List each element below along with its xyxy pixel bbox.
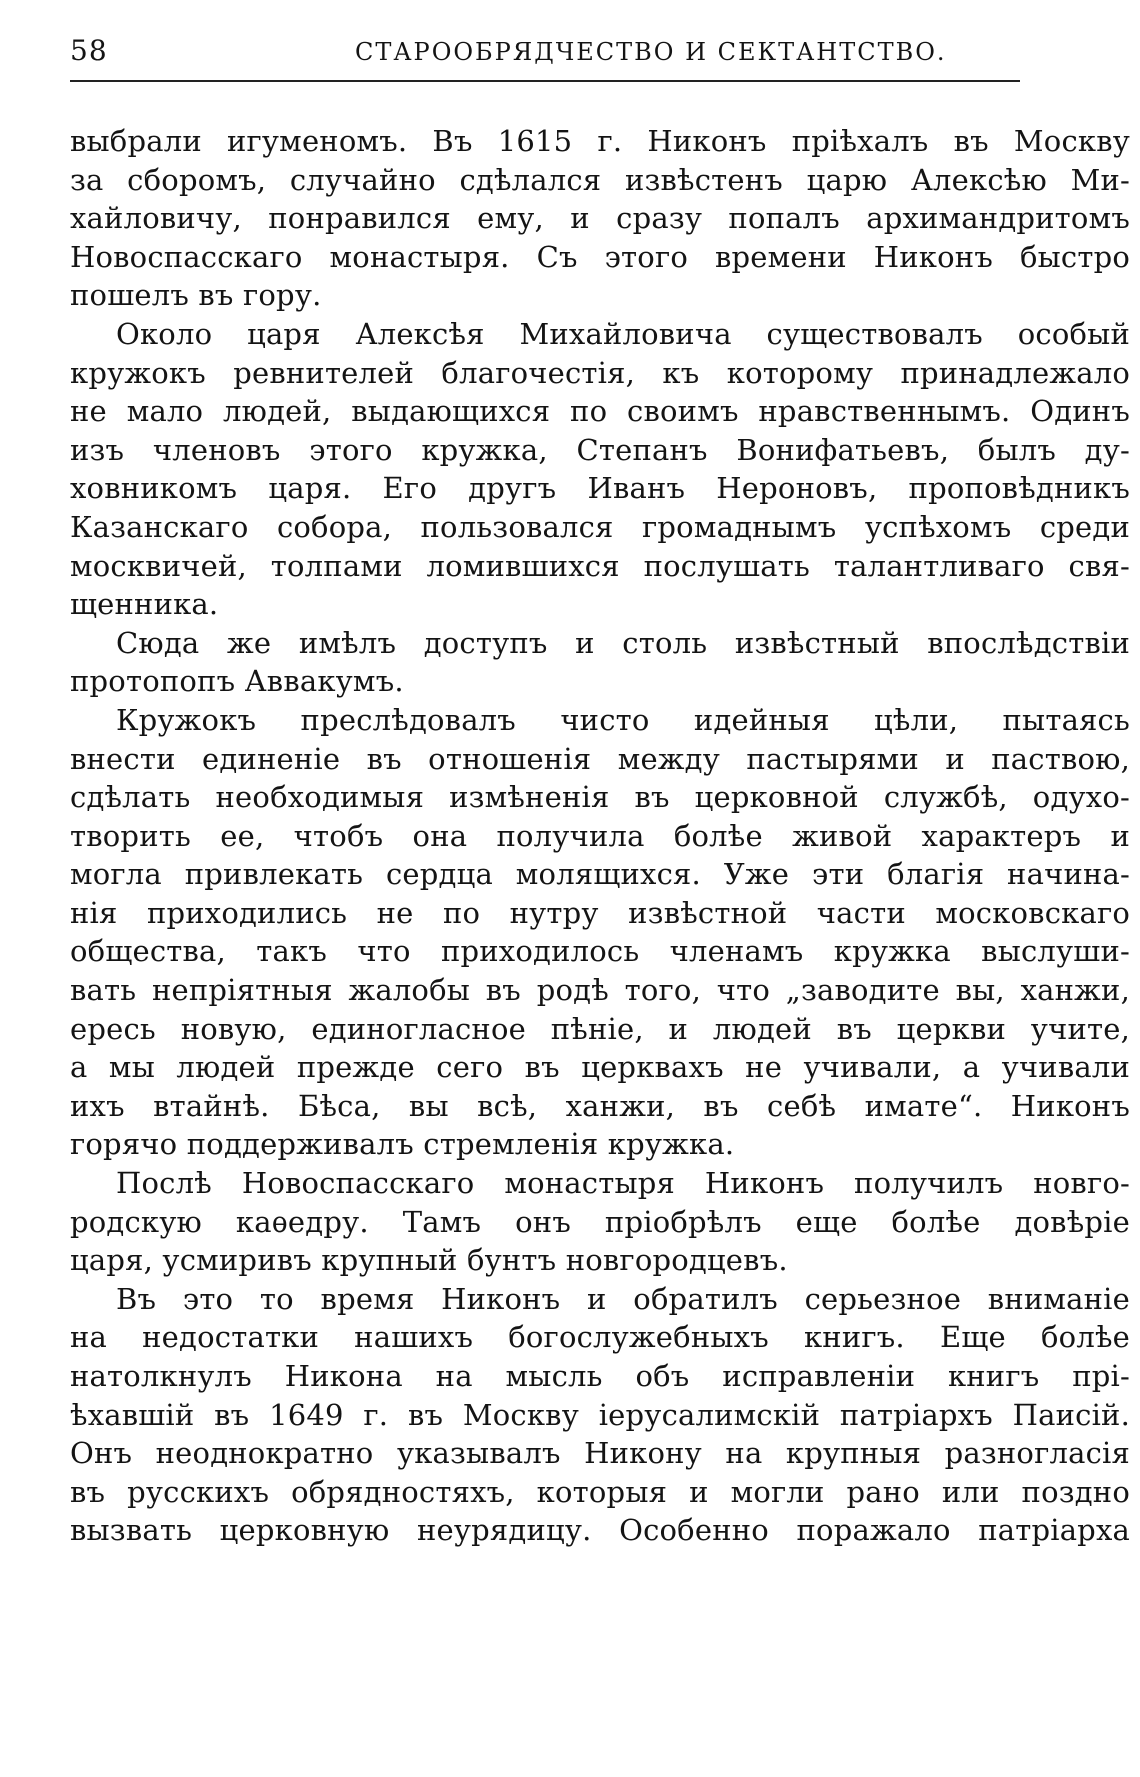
- text-line: ѣхавшій въ 1649 г. въ Москву іерусалимскій патріархъ Паисій.: [70, 1397, 1130, 1432]
- text-line: Казанскаго собора, пользовался громаднымъ успѣхомъ среди: [70, 509, 1130, 544]
- text-line: протопопъ Аввакумъ.: [70, 664, 404, 699]
- text-line: вызвать церковную неурядицу. Особенно поражало патріарха: [70, 1513, 1130, 1548]
- text-line: щенника.: [70, 587, 219, 622]
- text-line: царя, усмиривъ крупный бунтъ новгородцевъ.: [70, 1243, 788, 1278]
- text-line: за сборомъ, случайно сдѣлался извѣстенъ царю Алексѣю Ми-: [70, 162, 1130, 197]
- text-line: сдѣлать необходимыя измѣненія въ церковной службѣ, одухо-: [70, 780, 1130, 815]
- text-line: Около царя Алексѣя Михайловича существовалъ особый: [116, 316, 1130, 351]
- text-line: Онъ неоднократно указывалъ Никону на крупныя разногласія: [70, 1436, 1130, 1471]
- text-line: въ русскихъ обрядностяхъ, которыя и могли рано или поздно: [70, 1474, 1130, 1509]
- text-line: горячо поддерживалъ стремленія кружка.: [70, 1127, 735, 1162]
- text-line: Сюда же имѣлъ доступъ и столь извѣстный впослѣдствіи: [116, 625, 1130, 660]
- body-text: [70, 122, 1130, 1550]
- text-line: выбрали игуменомъ. Въ 1615 г. Никонъ пріѣхалъ въ Москву: [70, 124, 1130, 158]
- text-line: Кружокъ преслѣдовалъ чисто идейныя цѣли, пытаясь: [116, 702, 1130, 737]
- text-line: на недостатки нашихъ богослужебныхъ книгъ. Еще болѣе: [70, 1320, 1130, 1355]
- text-line: могла привлекать сердца молящихся. Уже эти благія начина-: [70, 857, 1130, 892]
- text-line: Въ это то время Никонъ и обратилъ серьезное вниманіе: [116, 1281, 1130, 1316]
- paragraph: [70, 315, 1130, 624]
- running-title: СТАРООБРЯДЧЕСТВО И СЕКТАНТСТВО.: [355, 38, 947, 66]
- paragraph: [70, 1164, 1130, 1280]
- text-line: ересь новую, единогласное пѣніе, и людей въ церкви учите,: [70, 1011, 1130, 1046]
- text-line: хайловичу, понравился ему, и сразу попалъ архимандритомъ: [70, 201, 1130, 236]
- text-line: ихъ втайнѣ. Бѣса, вы всѣ, ханжи, въ себѣ имате“. Никонъ: [70, 1088, 1130, 1123]
- text-line: Послѣ Новоспасскаго монастыря Никонъ получилъ новго-: [116, 1166, 1130, 1201]
- text-line: внести единеніе въ отношенія между пастырями и паствою,: [70, 741, 1130, 776]
- text-line: нія приходились не по нутру извѣстной части московскаго: [70, 895, 1130, 930]
- text-line: общества, такъ что приходилось членамъ кружка выслуши-: [70, 934, 1130, 969]
- paragraph: [70, 122, 1130, 315]
- text-line: а мы людей прежде сего въ церквахъ не учивали, а учивали: [70, 1050, 1130, 1085]
- header-rule: [70, 80, 1020, 82]
- text-line: кружокъ ревнителей благочестія, къ которому принадлежало: [70, 355, 1130, 390]
- text-line: изъ членовъ этого кружка, Степанъ Вонифатьевъ, былъ ду-: [70, 432, 1130, 467]
- page-number: 58: [70, 34, 108, 67]
- text-line: москвичей, толпами ломившихся послушать талантливаго свя-: [70, 548, 1130, 583]
- text-line: родскую каѳедру. Тамъ онъ пріобрѣлъ еще болѣе довѣріе: [70, 1204, 1130, 1239]
- text-line: творить ее, чтобъ она получила болѣе живой характеръ и: [70, 818, 1130, 853]
- text-line: пошелъ въ гору.: [70, 278, 322, 313]
- text-line: не мало людей, выдающихся по своимъ нравственнымъ. Одинъ: [70, 394, 1130, 429]
- paragraph: [70, 1280, 1130, 1550]
- text-line: вать непріятныя жалобы въ родѣ того, что „заводите вы, ханжи,: [70, 973, 1130, 1008]
- text-line: Новоспасскаго монастыря. Съ этого времени Никонъ быстро: [70, 239, 1130, 274]
- paragraph: [70, 624, 1130, 701]
- paragraph: [70, 701, 1130, 1164]
- page-header: [70, 34, 1130, 74]
- text-line: ховникомъ царя. Его другъ Иванъ Нероновъ, проповѣдникъ: [70, 471, 1130, 506]
- text-line: натолкнулъ Никона на мысль объ исправленіи книгъ прі-: [70, 1359, 1130, 1393]
